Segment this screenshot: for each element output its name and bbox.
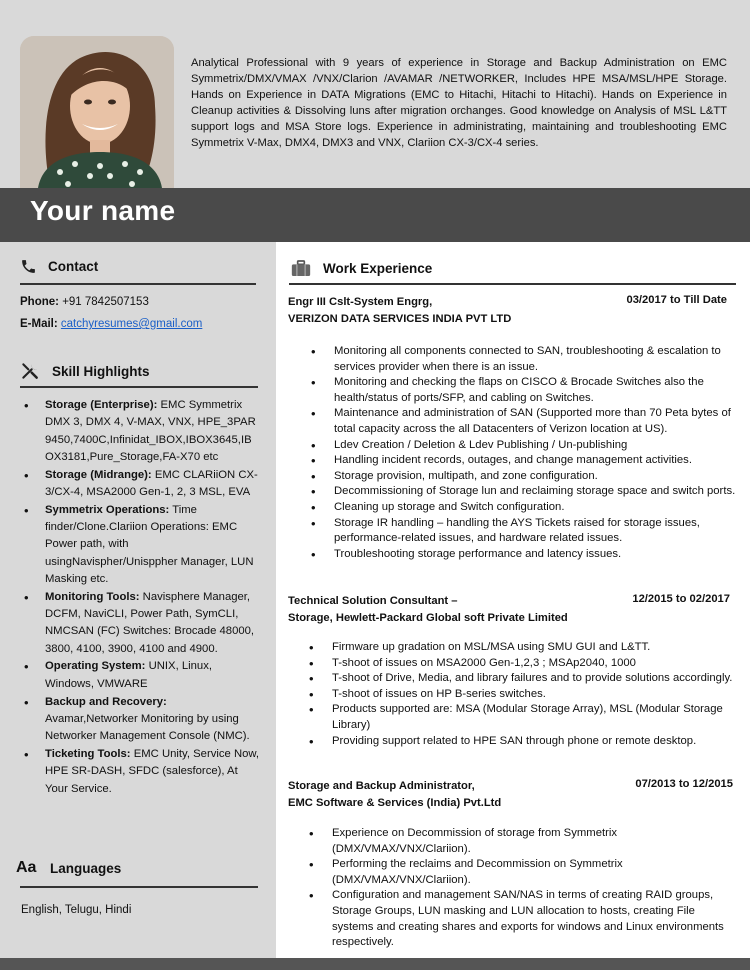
skill-text: Time finder/Clone.Clariion Operations: EMC Power path, with usingNavispher/Unisppher Manager, LUN Masking etc.: [45, 503, 254, 585]
list-item: • Decommissioning of Storage lun and reclaiming storage space and switch ports.: [308, 484, 738, 500]
skill-text: EMC CLARiiON CX-3/CX-4, MSA2000 Gen-1, 2, 3 MSL, EVA: [45, 468, 258, 498]
list-item: • Storage provision, multipath, and zone configuration.: [308, 469, 738, 485]
list-item: • Cleaning up storage and Switch configuration.: [308, 500, 738, 516]
list-item: • Monitoring and checking the flaps on CISCO & Brocade Switches also the health/status of ports/SFP, and cabling on Switches.: [308, 375, 738, 406]
job-dates: 07/2013 to 12/2015: [635, 778, 733, 790]
job-entry: [288, 294, 734, 562]
job-bullets: [306, 640, 736, 749]
skill-text: Avamar,Networker Monitoring by using Networker Management Console (NMC).: [45, 712, 250, 743]
contact-heading: [20, 257, 98, 275]
skills-heading: [20, 362, 150, 380]
list-item: [22, 694, 260, 746]
languages-heading-text: Languages: [50, 860, 122, 876]
company-name: EMC Software & Services (India) Pvt.Ltd: [288, 796, 502, 809]
list-item: [22, 658, 260, 693]
languages-heading: [16, 859, 121, 877]
footer-band: [0, 958, 750, 970]
job-title: Storage and Backup Administrator,: [288, 780, 475, 792]
skill-label: Operating System:: [45, 660, 146, 673]
skill-label: Backup and Recovery:: [45, 695, 167, 708]
work-divider: [289, 283, 736, 285]
skills-list: [22, 397, 260, 798]
candidate-name: Your name: [30, 195, 176, 226]
skill-label: Storage (Midrange):: [45, 468, 152, 481]
job-bullets: [308, 344, 738, 562]
list-item: • Products supported are: MSA (Modular Storage Array), MSL (Modular Storage Library): [306, 702, 736, 733]
profile-photo: [20, 36, 174, 188]
email-label: E-Mail:: [20, 318, 58, 330]
list-item: • Troubleshooting storage performance and latency issues.: [308, 547, 738, 563]
phone-line: [20, 296, 149, 308]
skills-heading-text: Skill Highlights: [52, 363, 150, 379]
skill-text: EMC Unity, Service Now, HPE SR-DASH, SFDC (salesforce), At Your Service.: [45, 747, 260, 795]
phone-label: Phone:: [20, 296, 59, 308]
email-line: [20, 318, 202, 330]
list-item: • Configuration and management SAN/NAS in terms of creating RAID groups, Storage Groups, LUN masking and LUN allocation to hosts, creating File systems and creating shares and exports for windows and Linux environments respectively.: [306, 888, 736, 950]
list-item: [22, 589, 260, 658]
job-entry: [288, 778, 734, 951]
company-name: VERIZON DATA SERVICES INDIA PVT LTD: [288, 312, 512, 325]
list-item: • T-shoot of issues on MSA2000 Gen-1,2,3 ; MSAp2040, 1000: [306, 656, 736, 672]
job-dates: 12/2015 to 02/2017: [632, 593, 730, 605]
skills-divider: [20, 386, 258, 388]
list-item: • T-shoot of Drive, Media, and library failures and to provide solutions accordingly.: [306, 671, 736, 687]
list-item: [22, 502, 260, 588]
company-name: Storage, Hewlett-Packard Global soft Private Limited: [288, 611, 568, 624]
contact-heading-text: Contact: [48, 258, 99, 274]
job-title: Engr III Cslt-System Engrg,: [288, 296, 433, 308]
skill-label: Symmetrix Operations:: [45, 503, 170, 516]
list-item: • Monitoring all components connected to SAN, troubleshooting & escalation to services provider when there is an issue.: [308, 344, 738, 375]
job-entry: [288, 593, 734, 749]
skill-label: Storage (Enterprise):: [45, 399, 158, 411]
list-item: • Maintenance and administration of SAN (Supported more than 70 Peta bytes of total capacity across the all Datacenters of Verizon location at US).: [308, 406, 738, 437]
list-item: • Firmware up gradation on MSL/MSA using SMU GUI and L&TT.: [306, 640, 736, 656]
font-icon: Aa: [16, 859, 37, 876]
skill-text: EMC Symmetrix DMX 3, DMX 4, V-MAX, VNX, HPE_3PAR 9450,7400C,Infinidat_IBOX,IBOX3645,IBOX3181,Pure_Storage,FA-X70 etc: [45, 399, 256, 463]
list-item: • Providing support related to HPE SAN through phone or remote desktop.: [306, 734, 736, 750]
contact-divider: [20, 283, 256, 285]
phone-number: +91 7842507153: [62, 296, 149, 308]
list-item: • Performing the reclaims and Decommission on Symmetrix (DMX/VMAX/VNX/Clariion).: [306, 857, 736, 888]
briefcase-icon: [291, 259, 317, 277]
languages-divider: [20, 886, 258, 888]
work-heading: [291, 259, 432, 277]
list-item: [22, 397, 260, 466]
list-item: • Ldev Creation / Deletion & Ldev Publishing / Un-publishing: [308, 438, 738, 454]
list-item: [22, 467, 260, 502]
skill-text: Navisphere Manager, DCFM, NaviCLI, Power Path, SymCLI, NMCSAN (FC) Switches: Brocade 48000, 3800, 4100, 3900, 4100 and 4900.: [45, 590, 255, 655]
job-title: Technical Solution Consultant –: [288, 595, 458, 607]
skill-text: UNIX, Linux, Windows, VMWARE: [45, 660, 213, 690]
languages-text: English, Telugu, Hindi: [21, 904, 132, 916]
list-item: • Experience on Decommission of storage from Symmetrix (DMX/VMAX/VNX/Clariion).: [306, 826, 736, 857]
job-bullets: [306, 826, 736, 951]
list-item: • Storage IR handling – handling the AYS Tickets raised for storage issues, performance-related issues, and hardware related issues.: [308, 516, 738, 547]
list-item: • Handling incident records, outages, and change management activities.: [308, 453, 738, 469]
phone-icon: [20, 257, 42, 275]
job-dates: 03/2017 to Till Date: [626, 294, 727, 306]
list-item: [22, 746, 260, 798]
skill-label: Ticketing Tools:: [45, 747, 131, 760]
list-item: • T-shoot of issues on HP B-series switches.: [306, 687, 736, 703]
tools-icon: [20, 362, 46, 380]
email-link[interactable]: catchyresumes@gmail.com: [60, 318, 203, 330]
skill-label: Monitoring Tools:: [45, 590, 140, 603]
professional-summary: Analytical Professional with 9 years of experience in Storage and Backup Administration on EMC Symmetrix/DMX/VMAX /VNX/Clarion /AVAMAR /NETWORKER, Includes HPE MSA/MSL/HPE Storage. Hands on Experience in DATA Migrations (EMC to Hitachi, Hitachi to Hitachi). Hands on Experience in Cleanup activities & Dissolving luns after migration orchanges. Good knowledge on Analysis of MSL L&TT support logs and MSA Store logs. Experience in administrating, maintaining and troubleshooting EMC Symmetrix V-Max, DMX4, DMX3 and VNX, Clariion CX-3/CX-4 series.: [191, 57, 727, 149]
work-heading-text: Work Experience: [323, 260, 433, 276]
